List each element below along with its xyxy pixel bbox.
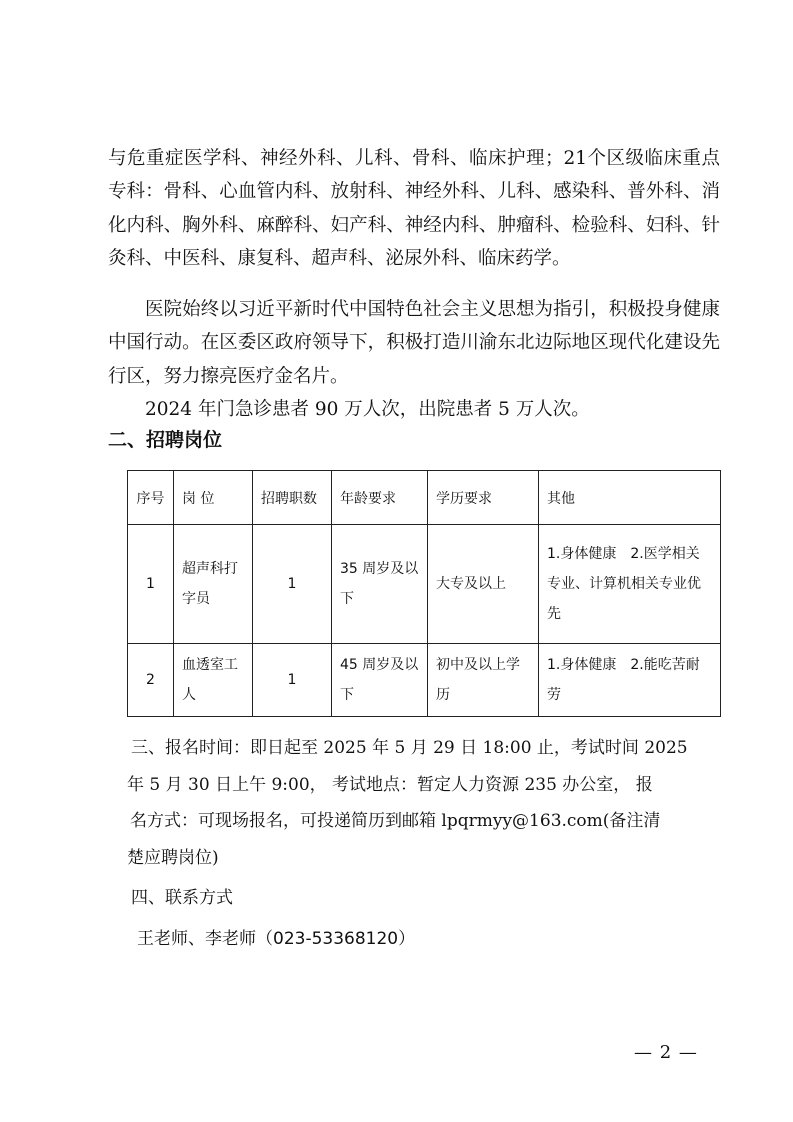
section4-heading: 四、联系方式 [131, 888, 233, 908]
header-age: 年龄要求 [332, 471, 428, 525]
cell-position: 血透室工人 [174, 644, 253, 717]
registration-section [127, 730, 720, 876]
header-education: 学历要求 [428, 471, 539, 525]
registration-line: 三、报名时间：即日起至 2025 年 5 月 29 日 18:00 止，考试时间 2025 [131, 738, 688, 758]
table-header-row [128, 471, 721, 525]
cell-other: 1.身体健康 2.能吃苦耐劳 [539, 644, 721, 717]
registration-line: 名方式：可现场报名，可投递简历到邮箱 lpqrmyy@163.com(备注清 [130, 811, 661, 831]
intro-paragraph: 与危重症医学科、神经外科、儿科、骨科、临床护理；21个区级临床重点专科：骨科、心血管内科、放射科、神经外科、儿科、感染科、普外科、消化内科、胸外科、麻醉科、妇产科、神经内科、肿瘤科、检验科、妇科、针灸科、中医科、康复科、超声科、泌尿外科、临床药学。 [108, 148, 720, 269]
cell-age: 45 周岁及以下 [332, 644, 428, 717]
header-no: 序号 [128, 471, 174, 525]
cell-count: 1 [253, 525, 332, 644]
cell-position: 超声科打字员 [174, 525, 253, 644]
cell-education: 大专及以上 [428, 525, 539, 644]
section2-heading: 二、招聘岗位 [108, 429, 223, 451]
registration-line: 楚应聘岗位) [127, 847, 219, 868]
mission-paragraph: 医院始终以习近平新时代中国特色社会主义思想为指引，积极投身健康中国行动。在区委区政府领导下，积极打造川渝东北边际地区现代化建设先行区，努力擦亮医疗金名片。 [108, 299, 720, 387]
recruitment-table [127, 470, 721, 717]
header-count: 招聘职数 [253, 471, 332, 525]
stats-paragraph: 2024 年门急诊患者 90 万人次，出院患者 5 万人次。 [145, 399, 590, 420]
registration-line: 年 5 月 30 日上午 9:00， 考试地点：暂定人力资源 235 办公室， 报 [127, 774, 653, 795]
cell-no: 1 [128, 525, 174, 644]
header-other: 其他 [539, 471, 721, 525]
cell-no: 2 [128, 644, 174, 717]
cell-count: 1 [253, 644, 332, 717]
cell-education: 初中及以上学历 [428, 644, 539, 717]
table-row [128, 525, 721, 644]
page-number: — 2 — [634, 1042, 698, 1063]
cell-age: 35 周岁及以下 [332, 525, 428, 644]
cell-other: 1.身体健康 2.医学相关专业、计算机相关专业优先 [539, 525, 721, 644]
header-position: 岗 位 [174, 471, 253, 525]
contact-info: 王老师、李老师（023-53368120） [137, 929, 416, 949]
table-row [128, 644, 721, 717]
